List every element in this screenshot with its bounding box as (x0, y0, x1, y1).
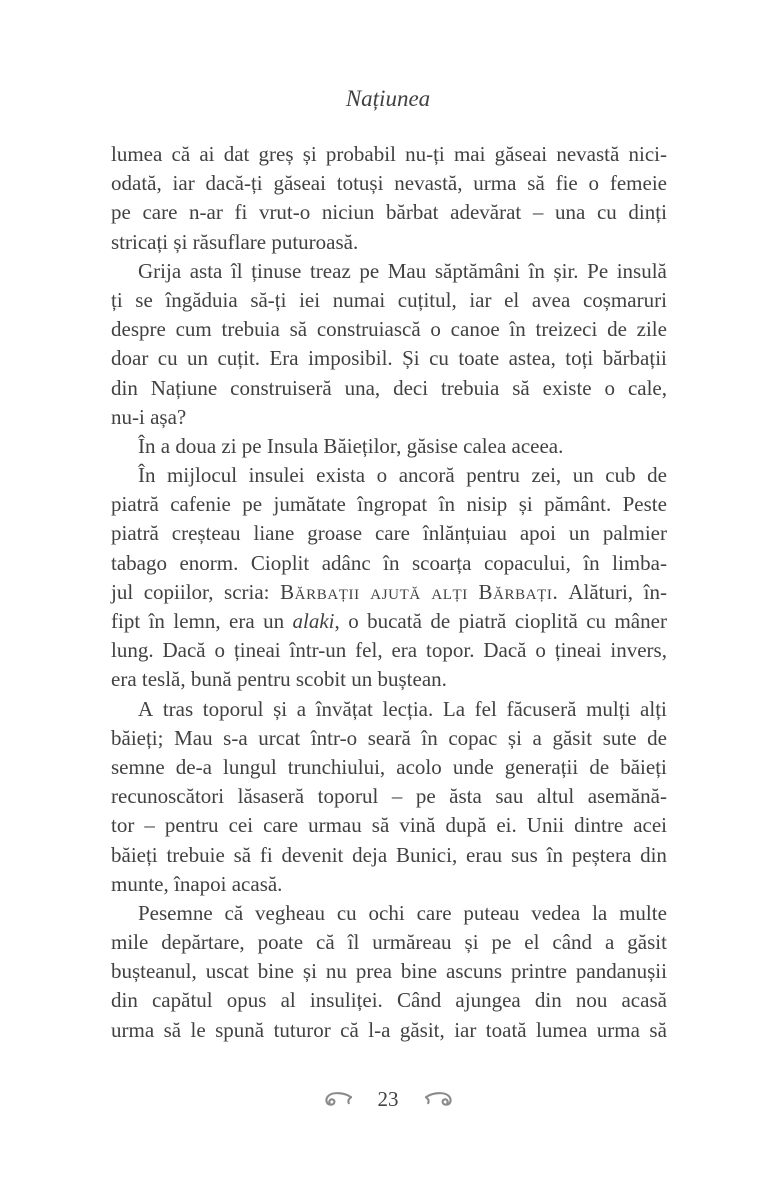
page-footer (0, 1085, 776, 1113)
text-line: A tras toporul și a învățat lecția. La fel făcuseră mulți alți (138, 696, 667, 721)
vine-flourish-icon (322, 1091, 352, 1108)
text-line: despre cum trebuia să construiască o canoe în treizeci de zile (111, 317, 667, 342)
text-line: era teslă, bună pentru scobit un buștean. (111, 667, 447, 692)
text-line: din capătul opus al insuliței. Când ajungea din nou acasă (111, 988, 667, 1013)
text-line: lung. Dacă o țineai într-un fel, era topor. Dacă o țineai invers, (111, 638, 667, 663)
text-line: băieți trebuie să fi devenit deja Bunici, erau sus în peștera din (111, 842, 667, 867)
text-line: În a doua zi pe Insula Băieților, găsise calea aceea. (138, 433, 564, 458)
text-line: În mijlocul insulei exista o ancoră pentru zei, un cub de (138, 463, 667, 488)
text-line: ți se îngăduia să-ți iei numai cuțitul, iar el avea coșmaruri (111, 287, 667, 312)
text-line: Pesemne că vegheau cu ochi care puteau vedea la multe (138, 900, 667, 925)
text-line: odată, iar dacă-ți găseai totuși nevastă, urma să fie o femeie (111, 171, 667, 196)
text-line: bușteanul, uscat bine și nu prea bine ascuns printre pandanușii (111, 959, 667, 984)
text-line: urma să le spună tuturor că l-a găsit, iar toată lumea urma să (111, 1017, 667, 1042)
text-line: stricați și răsuflare puturoasă. (111, 229, 359, 254)
text-line: munte, înapoi acasă. (111, 871, 283, 896)
text-line: piatră creșteau liane groase care înlănțuiau apoi un palmier (111, 521, 667, 546)
text-line: Grija asta îl ținuse treaz pe Mau săptămâni în șir. Pe insulă (138, 258, 667, 283)
text-line: pe care n-ar fi vrut-o niciun bărbat adevărat – una cu dinți (111, 200, 667, 225)
text-line: semne de-a lungul trunchiului, acolo unde generații de băieți (111, 754, 667, 779)
text-line: mile depărtare, poate că îl urmăreau și pe el când a găsit (111, 930, 667, 955)
text-line: din Națiune construiseră una, deci trebuia să existe o cale, (111, 375, 667, 400)
text-line: fipt în lemn, era un alaki, o bucată de piatră cioplită cu mâner (111, 609, 667, 633)
text-line: doar cu un cuțit. Era imposibil. Și cu toate astea, toți bărbații (111, 346, 667, 371)
text-line: băieți; Mau s-a urcat într-o seară în copac și a găsit sute de (111, 725, 667, 750)
text-line: lumea că ai dat greș și probabil nu-ți mai găseai nevastă nici- (111, 142, 667, 166)
running-header: Națiunea (345, 86, 431, 111)
text-line: nu-i așa? (111, 404, 187, 429)
text-line: tor – pentru cei care urmau să vină după ei. Unii dintre acei (111, 813, 667, 838)
text-line: piatră cafenie pe jumătate îngropat în nisip și pământ. Peste (111, 492, 667, 517)
text-line: jul copiilor, scria: Bărbații ajută alți Bărbați. Alături, în- (111, 579, 667, 604)
text-line: tabago enorm. Cioplit adânc în scoarța copacului, în limba- (111, 550, 667, 575)
text-line: recunoscători lăsaseră toporul – pe ăsta sau altul asemănă- (111, 784, 667, 809)
page-number: 23 (377, 1087, 399, 1111)
body-text (111, 140, 667, 1045)
vine-flourish-mirrored-icon (425, 1091, 455, 1108)
